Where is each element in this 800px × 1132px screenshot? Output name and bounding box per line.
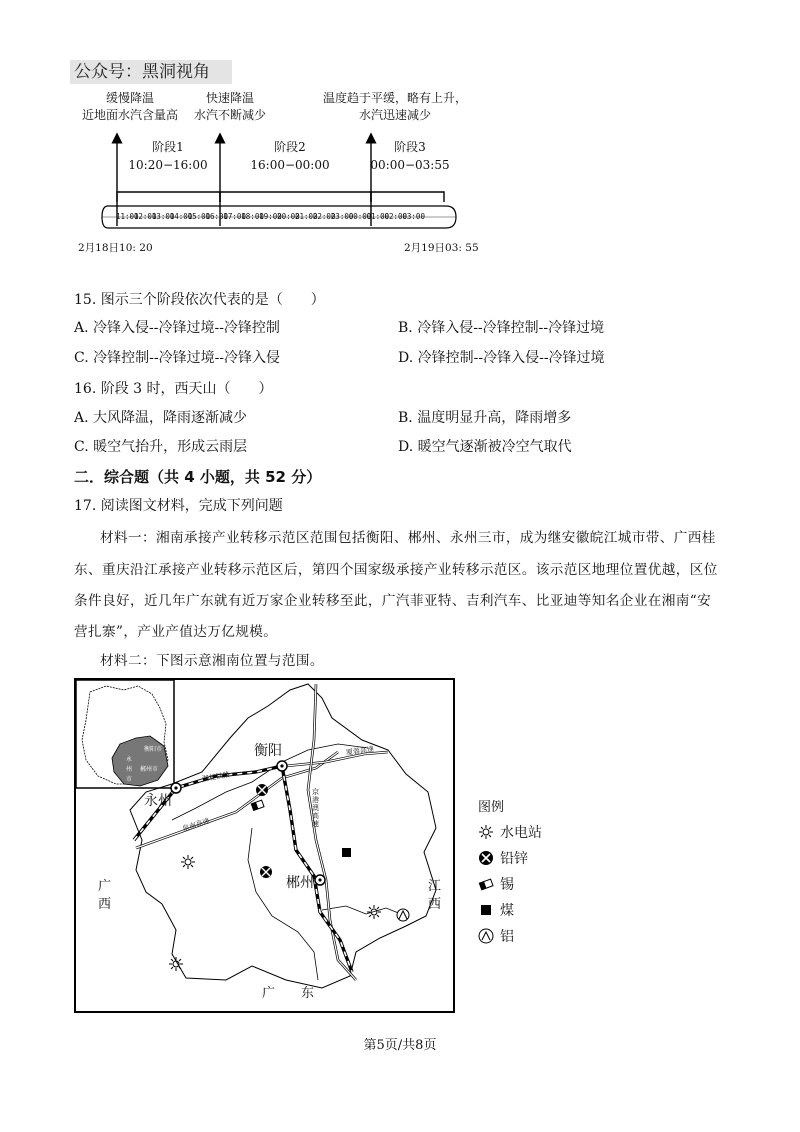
- legend-item: 水电站: [478, 819, 542, 845]
- time-tick-label: 16:00: [205, 212, 229, 221]
- xiangnan-map: [74, 678, 455, 1013]
- material1-line2: 东、重庆沿江承接产业转移示范区后，第四个国家级承接产业转移示范区。该示范区地理位置优越，区位: [74, 562, 718, 578]
- time-tick-label: 23:00: [330, 212, 354, 221]
- end-date-label: 2月19日03: 55: [404, 242, 479, 254]
- q16-stem: 16. 阶段 3 时，西天山（ ）: [74, 381, 273, 397]
- hydropower-icon: [169, 957, 183, 971]
- phase2-note: 快速降温 水汽不断减少: [193, 91, 266, 122]
- hydropower-icon: [478, 824, 494, 840]
- time-tick-label: 11:00: [116, 212, 139, 221]
- phase3-label: 阶段3 00:00−03:55: [370, 140, 450, 172]
- time-tick-label: 12:00: [133, 212, 157, 221]
- time-tick-label: 03:00: [402, 212, 425, 221]
- time-tick-label: 13:00: [151, 212, 175, 221]
- q16-option-a: A. 大风降温，降雨逐渐减少: [74, 410, 248, 426]
- legend-item: 煤: [478, 897, 542, 923]
- q15-option-b: B. 冷锋入侵--冷锋控制--冷锋过境: [398, 320, 605, 336]
- time-tick-label: 22:00: [312, 212, 336, 221]
- phase3-note: 温度趋于平缓，略有上升， 水汽迅速减少: [322, 91, 467, 122]
- map-svg: [76, 680, 453, 1011]
- time-tick-label: 17:00: [223, 212, 246, 221]
- phase1-label: 阶段1 10:20−16:00: [128, 140, 208, 172]
- lead-zinc-icon: [260, 866, 272, 878]
- time-tick-label: 02:00: [384, 212, 408, 221]
- time-tick-label: 14:00: [169, 212, 193, 221]
- q15-option-a: A. 冷锋入侵--冷锋过境--冷锋控制: [74, 320, 280, 336]
- material2-caption: 材料二：下图示意湘南位置与范围。: [100, 653, 324, 669]
- inset-label-zhou: 州: [126, 766, 133, 773]
- lead-zinc-icon: [256, 784, 268, 796]
- q16-option-c: C. 暖空气抬升，形成云雨层: [74, 439, 248, 455]
- inset-label-shi: 市: [126, 776, 133, 783]
- time-tick-label: 19:00: [259, 212, 282, 221]
- rail-label-xianggui: 湘桂铁路: [201, 770, 231, 784]
- q15-stem: 15. 图示三个阶段依次代表的是（ ）: [74, 292, 325, 308]
- q15-option-c: C. 冷锋控制--冷锋过境--冷锋入侵: [74, 350, 281, 366]
- inset-label-hengyang: 衡阳市: [144, 746, 163, 753]
- tin-icon: [478, 876, 494, 892]
- legend-item: 铝: [478, 923, 542, 949]
- legend-item: 铅锌: [478, 845, 542, 871]
- material1-line1: 材料一：湘南承接产业转移示范区范围包括衡阳、郴州、永州三市，成为继安徽皖江城市带、广西桂: [100, 530, 716, 546]
- legend-title: 图例: [478, 800, 505, 815]
- phase2-label: 阶段2 16:00−00:00: [250, 140, 330, 172]
- watermark-label: 公众号：黑洞视角: [70, 60, 232, 84]
- time-tick-label: 15:00: [187, 212, 211, 221]
- tin-icon: [251, 800, 264, 810]
- material1-line3: 条件良好，近几年广东就有近万家企业转移至此，广汽菲亚特、吉利汽车、比亚迪等知名企业在湘南“安: [74, 593, 712, 609]
- q16-option-b: B. 温度明显升高，降雨增多: [398, 410, 572, 426]
- city-label-hengyang: 衡阳: [254, 743, 282, 759]
- section2-title: 二．综合题（共 4 小题，共 52 分）: [74, 468, 322, 486]
- page-footer: 第5页/共8页: [363, 1038, 437, 1053]
- road-label-quannan: 泉南高速: [181, 816, 211, 834]
- province-label-jiangxi: 江 西: [428, 879, 442, 912]
- province-label-guangxi: 广 西: [98, 879, 112, 912]
- city-label-yongzhou: 永州: [144, 793, 172, 809]
- coal-icon: [478, 902, 494, 918]
- road-label-jinggangao: 京港澳高速: [312, 788, 319, 828]
- time-tick-label: 21:00: [295, 212, 318, 221]
- map-legend: [478, 796, 542, 949]
- coal-icon: [342, 848, 351, 857]
- q16-option-d: D. 暖空气逐渐被冷空气取代: [398, 439, 572, 455]
- time-tick-label: 18:00: [241, 212, 264, 221]
- q15-option-d: D. 冷锋控制--冷锋入侵--冷锋过境: [398, 350, 605, 366]
- aluminum-icon: [478, 928, 494, 944]
- city-label-chenzhou: 郴州: [286, 875, 314, 891]
- time-tick-label: 00:00: [348, 212, 372, 221]
- aluminum-icon: [397, 909, 409, 921]
- material1-line4: 营扎寨”，产业产值达万亿规模。: [74, 624, 278, 640]
- inset-label-chenzhou: 郴州市: [140, 766, 159, 773]
- time-tick-label: 20:00: [277, 212, 300, 221]
- legend-item: 锡: [478, 871, 542, 897]
- inset-label-yong: 永: [126, 756, 133, 763]
- hydropower-icon: [181, 855, 195, 869]
- time-tick-label: 01:00: [366, 212, 390, 221]
- road-label-xiarong: 厦蓉高速: [345, 745, 375, 757]
- q17-stem: 17. 阅读图文材料，完成下列问题: [74, 498, 283, 514]
- province-label-guangdong: 广 东: [262, 986, 315, 1001]
- lead-zinc-icon: [478, 850, 494, 866]
- start-date-label: 2月18日10: 20: [78, 242, 153, 254]
- phase1-note: 缓慢降温 近地面水汽含量高: [81, 91, 178, 122]
